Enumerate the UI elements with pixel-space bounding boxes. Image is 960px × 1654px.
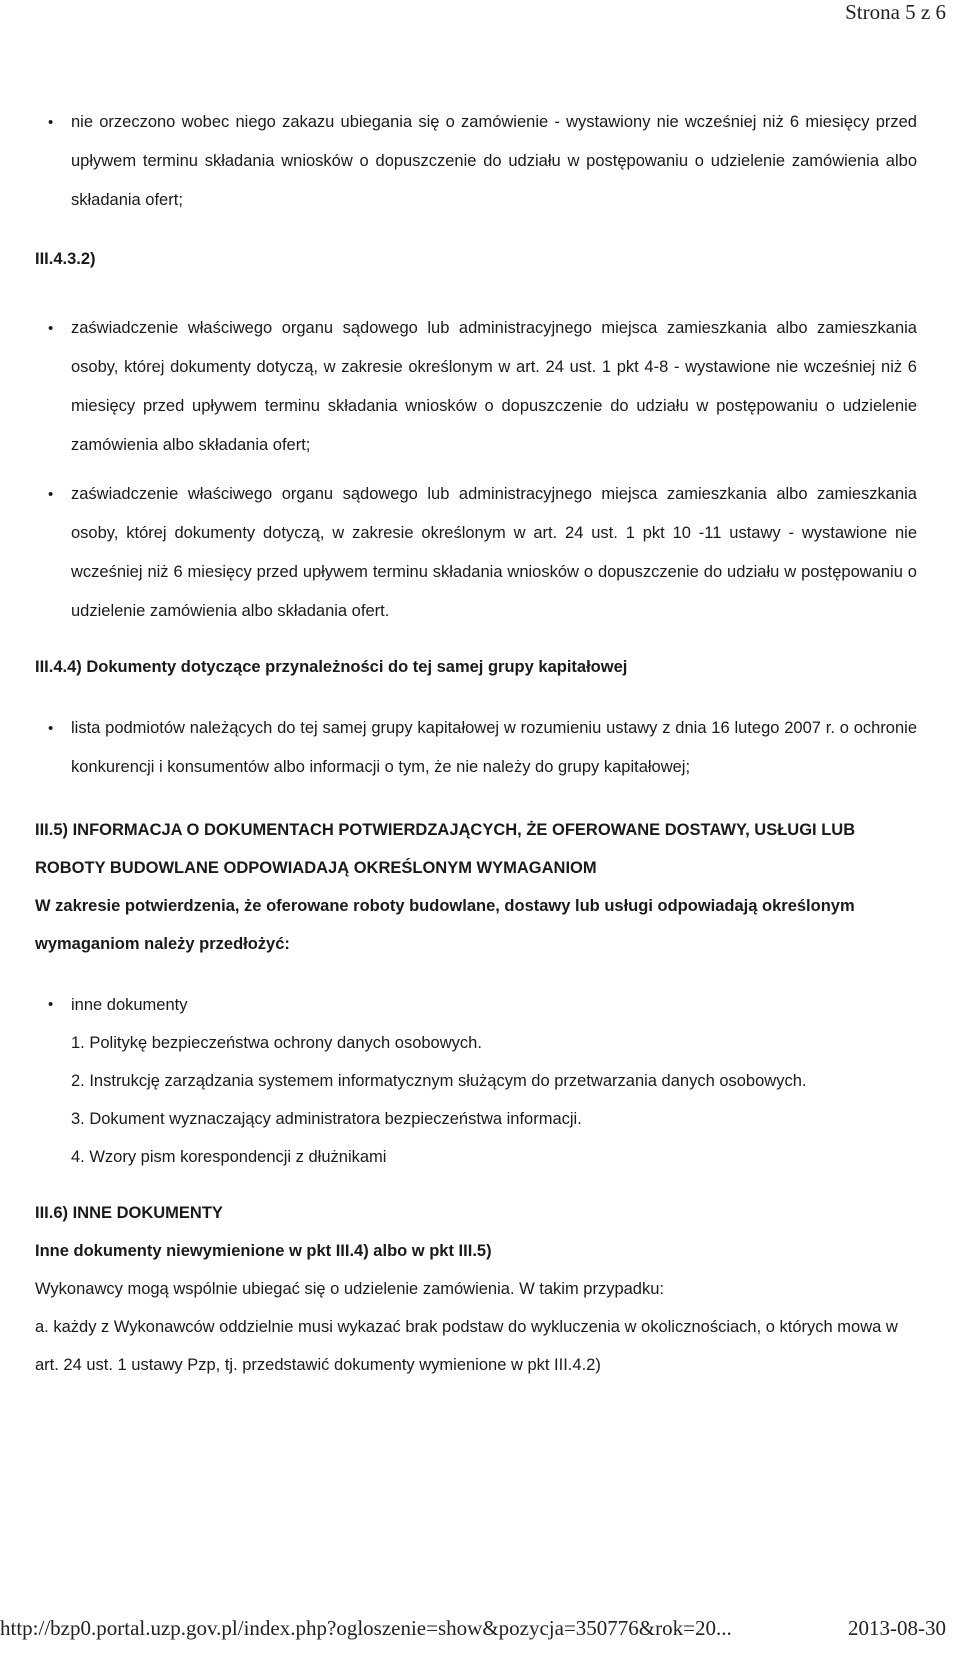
document-body [35, 103, 917, 1384]
page-footer [0, 1616, 946, 1641]
numbered-item: 3. Dokument wyznaczający administratora bezpieczeństwa informacji. [71, 1110, 582, 1128]
paragraph: Wykonawcy mogą wspólnie ubiegać się o udzielenie zamówienia. W takim przypadku: [35, 1280, 664, 1298]
section-heading: III.5) INFORMACJA O DOKUMENTACH POTWIERDZAJĄCYCH, ŻE OFEROWANE DOSTAWY, USŁUGI LUB ROBOTY BUDOWLANE ODPOWIADAJĄ OKREŚLONYM WYMAGANIOM [35, 821, 856, 877]
numbered-item: 4. Wzory pism korespondencji z dłużnikami [71, 1148, 387, 1166]
footer-url[interactable]: http://bzp0.portal.uzp.gov.pl/index.php?ogloszenie=show&pozycja=350776&rok=20... [0, 1616, 732, 1640]
section-subheading: Inne dokumenty niewymienione w pkt III.4) albo w pkt III.5) [35, 1242, 492, 1260]
numbered-item: 2. Instrukcję zarządzania systemem informatycznym służącym do przetwarzania danych osobowych. [71, 1072, 807, 1090]
list-item: • zaświadczenie właściwego organu sądowego lub administracyjnego miejsca zamieszkania albo zamieszkania osoby, której dokumenty dotyczą, w zakresie określonym w art. 24 ust. 1 pkt 4-8 - wystawione nie wcześniej niż 6 miesięcy przed upływem terminu składania wniosków o dopuszczenie do udziału w postępowaniu o udzielenie zamówienia albo składania ofert; [35, 309, 917, 465]
section-heading: III.6) INNE DOKUMENTY [35, 1204, 223, 1222]
paragraph: a. każdy z Wykonawców oddzielnie musi wykazać brak podstaw do wykluczenia w okolicznościach, o których mowa w art. 24 ust. 1 ustawy Pzp, tj. przedstawić dokumenty wymienione w pkt III.4.2) [35, 1318, 898, 1374]
section-heading: III.4.4) Dokumenty dotyczące przynależności do tej samej grupy kapitałowej [35, 658, 628, 676]
list-item: • lista podmiotów należących do tej samej grupy kapitałowej w rozumieniu ustawy z dnia 16 lutego 2007 r. o ochronie konkurencji i konsumentów albo informacji o tym, że nie należy do grupy kapitałowej; [35, 709, 917, 787]
list-item: • inne dokumenty [35, 986, 917, 1024]
numbered-item: 1. Politykę bezpieczeństwa ochrony danych osobowych. [71, 1034, 482, 1052]
page-number: Strona 5 z 6 [845, 0, 946, 24]
section-subheading: W zakresie potwierdzenia, że oferowane roboty budowlane, dostawy lub usługi odpowiadają określonym wymaganiom należy przedłożyć: [35, 897, 855, 953]
section-heading: III.4.3.2) [35, 250, 96, 268]
list-item: • nie orzeczono wobec niego zakazu ubiegania się o zamówienie - wystawiony nie wcześniej niż 6 miesięcy przed upływem terminu składania wniosków o dopuszczenie do udziału w postępowaniu o udzielenie zamówienia albo składania ofert; [35, 103, 917, 220]
footer-date: 2013-08-30 [848, 1616, 946, 1640]
list-item: • zaświadczenie właściwego organu sądowego lub administracyjnego miejsca zamieszkania albo zamieszkania osoby, której dokumenty dotyczą, w zakresie określonym w art. 24 ust. 1 pkt 10 -11 ustawy - wystawione nie wcześniej niż 6 miesięcy przed upływem terminu składania wniosków o dopuszczenie do udziału w postępowaniu o udzielenie zamówienia albo składania ofert. [35, 475, 917, 631]
